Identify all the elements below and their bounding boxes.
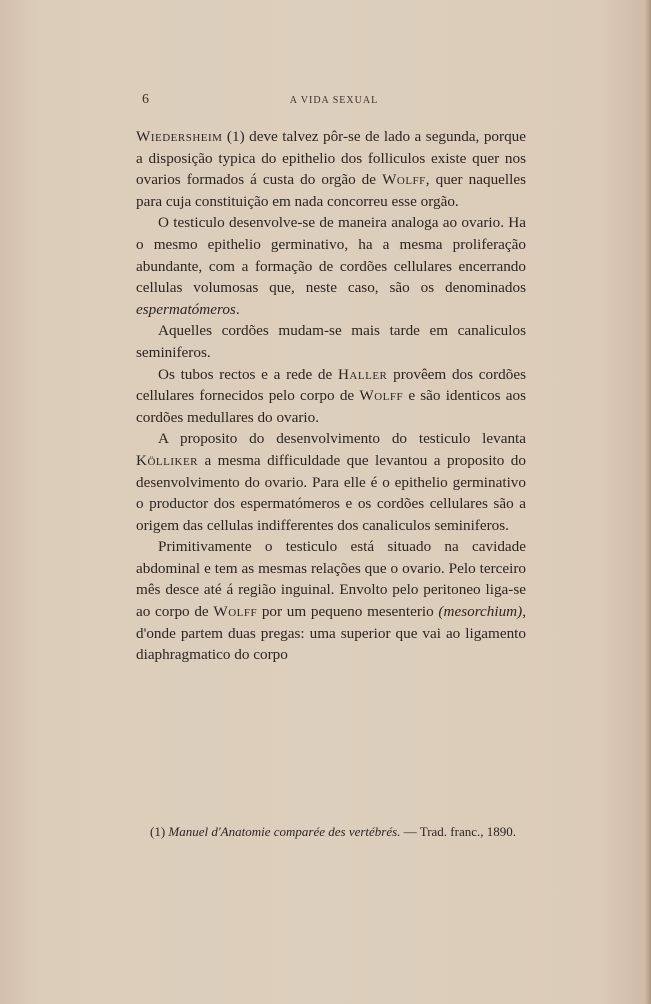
italic-term: (mesorchium) — [438, 603, 523, 621]
paragraph-3 — [136, 320, 526, 363]
body-text — [136, 126, 526, 666]
paragraph-text: Primitivamente o testiculo está situado na cavidade abdominal e tem as mesmas relações que o ovario. Pelo terceiro mês desce até á região inguinal. Envolto pelo peritoneo liga-se ao corpo de — [136, 538, 526, 621]
paragraph-text: por um pequeno mesenterio — [257, 603, 439, 621]
paragraph-text: , quer naquelles para cuja constituição em nada concorreu esse orgão. — [136, 171, 526, 210]
paragraph-text: A proposito do desenvolvimento do testiculo levanta — [158, 430, 526, 448]
paragraph-text: . — [235, 300, 240, 318]
running-title: A VIDA SEXUAL — [289, 95, 379, 106]
footnote-marker: (1) — [150, 824, 169, 839]
author-name: Wolff — [359, 387, 404, 405]
paragraph-4 — [136, 364, 526, 429]
author-name: Wiedersheim — [136, 128, 223, 145]
author-name: Wolff — [213, 603, 258, 621]
footnote-text: — Trad. franc., 1890. — [400, 824, 516, 839]
page-header — [142, 92, 526, 112]
paragraph-5 — [136, 428, 526, 536]
author-name: Haller — [337, 365, 388, 383]
page-edge-shadow — [645, 0, 651, 1004]
footnote-title: Manuel d'Anatomie comparée des vertébrés. — [168, 824, 401, 839]
paragraph-text: (1) deve talvez pôr-se de lado a segunda, porque a disposição typica do epithelio dos folliculos existe quer nos ovarios formados á custa do orgão de — [136, 128, 526, 189]
author-name: Kölliker — [136, 451, 199, 469]
italic-term: espermatómeros — [136, 300, 236, 318]
paragraph-text: , d'onde partem duas pregas: uma superior que vai ao ligamento diaphragmatico do corpo — [136, 603, 527, 664]
author-name: Wolff — [382, 171, 426, 189]
paragraph-1 — [136, 126, 526, 212]
paragraph-text: provêem dos cordões cellulares fornecidos pelo corpo de — [136, 365, 526, 405]
paragraph-text: Aquelles cordões mudam-se mais tarde em canaliculos seminiferos. — [136, 322, 526, 361]
paragraph-text: e são identicos aos cordões medullares do ovario. — [136, 387, 526, 426]
paragraph-text: Os tubos rectos e a rede de — [158, 365, 338, 383]
paragraph-text: O testiculo desenvolve-se de maneira analoga ao ovario. Ha o mesmo epithelio germinativo, ha a mesma proliferação abundante, com a formação de cordões cellulares encerrando cellulas volumosas que, neste caso, são os denominados — [136, 214, 526, 297]
paragraph-2 — [136, 212, 526, 320]
paragraph-6 — [136, 536, 526, 666]
footnote — [136, 822, 526, 841]
page-number: 6 — [142, 92, 149, 107]
paragraph-text: a mesma difficuldade que levantou a proposito do desenvolvimento do ovario. Para elle é o epithelio germinativo o productor dos espermatómeros e os cordões cellulares são a origem das cellulas indifferentes dos canaliculos seminiferos. — [136, 451, 526, 534]
